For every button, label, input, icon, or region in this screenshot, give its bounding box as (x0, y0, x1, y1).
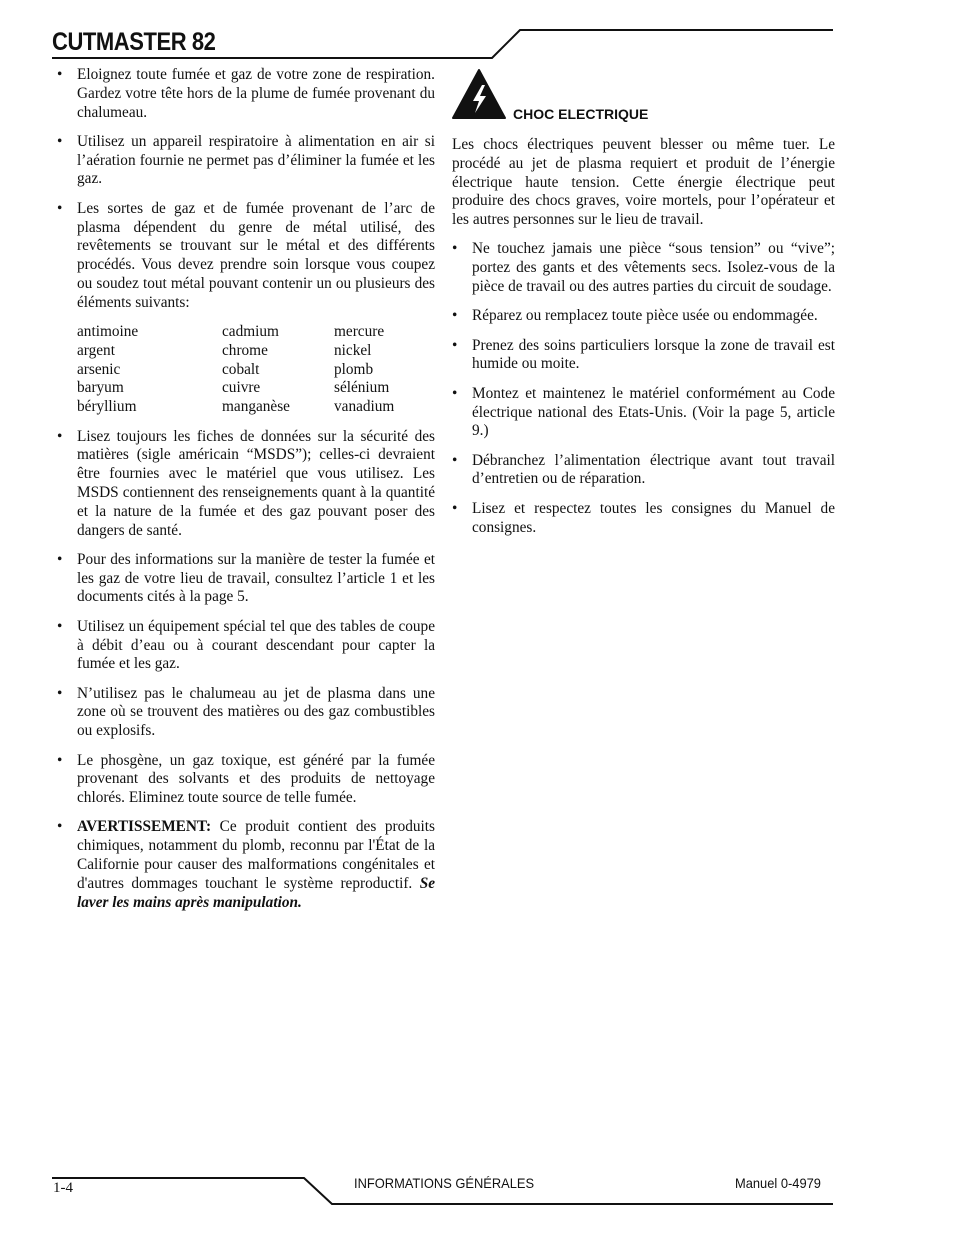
list-item-text: Ne touchez jamais une pièce “sous tension” ou “vive”; portez des gants et des vêtements secs. Isolez-vous de la pièce de travail ou des autres parties du circuit de soudage. (472, 240, 835, 296)
right-column (452, 136, 835, 548)
warning-item: • AVERTISSEMENT: Ce produit contient des produits chimiques, notamment du plomb, reconnu par l'État de la Californie pour causer des malformations congénitales et d'autres dommages touchant le système reproductif. Se laver les mains après manipulation. (57, 818, 435, 911)
left-column (57, 66, 435, 923)
metal-name: manganèse (222, 398, 290, 416)
list-item: • Ne touchez jamais une pièce “sous tension” ou “vive”; portez des gants et des vêtements secs. Isolez-vous de la pièce de travail ou des autres parties du circuit de soudage. (452, 240, 835, 296)
metal-name: baryum (77, 379, 124, 397)
warning-emphasis: Se laver les mains après manipulation. (77, 874, 435, 911)
list-item-text: Lisez et respectez toutes les consignes du Manuel de consignes. (472, 499, 835, 536)
list-item-text: Débranchez l’alimentation électrique avant tout travail d’entretien ou de réparation. (472, 451, 835, 488)
list-item-text: Eloignez toute fumée et gaz de votre zone de respiration. Gardez votre tête hors de la plume de fumée provenant du chalumeau. (77, 66, 435, 121)
metal-name: chrome (222, 341, 268, 359)
list-item: • Pour des informations sur la manière de tester la fumée et les gaz de votre lieu de travail, consultez l’article 1 et les documents cités à la page 5. (57, 550, 435, 606)
list-item-text: N’utilisez pas le chalumeau au jet de plasma dans une zone où se trouvent des matières ou des gaz combustibles ou explosifs. (77, 684, 435, 740)
metal-name: vanadium (334, 398, 395, 416)
list-item: • Utilisez un équipement spécial tel que des tables de coupe à débit d’eau ou à courant descendant pour capter la fumée et les gaz. (57, 617, 435, 673)
metal-name: argent (77, 341, 115, 359)
metal-name: cuivre (222, 379, 261, 397)
list-item-text: Utilisez un équipement spécial tel que des tables de coupe à débit d’eau ou à courant descendant pour capter la fumée et les gaz. (77, 617, 435, 673)
intro-paragraph: Les chocs électriques peuvent blesser ou même tuer. Le procédé au jet de plasma requiert et produit de l’énergie électrique haute tension. Cette énergie électrique peut produire des chocs graves, voire mortels, pour l’opérateur et les autres personnes sur le lieu de travail. (452, 136, 835, 229)
metal-name: sélénium (334, 379, 390, 397)
metal-name: mercure (334, 323, 385, 341)
list-item-text: Réparez ou remplacez toute pièce usée ou endommagée. (472, 307, 818, 325)
metal-name: plomb (334, 360, 374, 378)
metal-name: béryllium (77, 398, 137, 416)
list-item: • Montez et maintenez le matériel conformément au Code électrique national des Etats-Unis. (Voir la page 5, article 9.) (452, 384, 835, 440)
list-item-text: Le phosgène, un gaz toxique, est généré par la fumée provenant des solvants et des produits de nettoyage chlorés. Eliminez toute source de telle fumée. (77, 751, 435, 807)
electric-shock-warning-icon (451, 68, 507, 120)
list-item-text: Utilisez un appareil respiratoire à alimentation en air si l’aération fournie ne permet pas d’éliminer la fumée et les gaz. (77, 132, 435, 188)
metal-name: antimoine (77, 323, 139, 341)
page-number: 1-4 (53, 1180, 73, 1196)
metal-name: cobalt (222, 360, 260, 378)
list-item-text: Montez et maintenez le matériel conformément au Code électrique national des Etats-Unis. (Voir la page 5, article 9.) (472, 384, 835, 440)
list-item-text: Les sortes de gaz et de fumée provenant de l’arc de plasma dépendent du genre de métal utilisé, des revêtements se trouvant sur le métal et des différents procédés. Vous devez prendre soin lorsque vous coupez ou soudez tout métal pouvant contenir un ou plusieurs des éléments suivants: (77, 199, 435, 311)
bullet-list-after (57, 428, 435, 913)
list-item: • Réparez ou remplacez toute pièce usée ou endommagée. (452, 307, 818, 325)
list-item-text: Lisez toujours les fiches de données sur la sécurité des matières (sigle américain “MSDS”); celles-ci devraient être fournies avec le matériel que vous utilisez. Les MSDS contiennent des renseignements quant à la quantité et la nature de la fumée et des gaz pouvant poser des dangers de santé. (77, 427, 435, 539)
metal-name: cadmium (222, 323, 279, 341)
list-item: • Les sortes de gaz et de fumée provenant de l’arc de plasma dépendent du genre de métal utilisé, des revêtements se trouvant sur le métal et des différents procédés. Vous devez prendre soin lorsque vous coupez ou soudez tout métal pouvant contenir un ou plusieurs des éléments suivants: (57, 199, 435, 311)
list-item: • Lisez toujours les fiches de données sur la sécurité des matières (sigle américain “MSDS”); celles-ci devraient être fournies avec le matériel que vous utilisez. Les MSDS contiennent des renseignements quant à la quantité et la nature de la fumée et des gaz pouvant poser des dangers de santé. (57, 427, 435, 539)
list-item: • Le phosgène, un gaz toxique, est généré par la fumée provenant des solvants et des produits de nettoyage chlorés. Eliminez toute source de telle fumée. (57, 751, 435, 807)
list-item: • N’utilisez pas le chalumeau au jet de plasma dans une zone où se trouvent des matières ou des gaz combustibles ou explosifs. (57, 684, 435, 740)
metal-name: nickel (334, 341, 372, 359)
list-item-text: Prenez des soins particuliers lorsque la zone de travail est humide ou moite. (472, 336, 835, 373)
warning-text: Ce produit contient des produits chimiques, notamment du plomb, reconnu par l'État de la Californie pour causer des malformations congénitales et d'autres dommages touchant le système reproductif. (77, 818, 435, 892)
bullet-list-before (57, 66, 435, 313)
section-heading: CHOC ELECTRIQUE (513, 106, 649, 122)
list-item: • Utilisez un appareil respiratoire à alimentation en air si l’aération fournie ne permet pas d’éliminer la fumée et les gaz. (57, 132, 435, 188)
list-item: • Lisez et respectez toutes les consignes du Manuel de consignes. (452, 499, 835, 536)
metals-table (77, 323, 435, 417)
footer-section: INFORMATIONS GÉNÉRALES (354, 1175, 535, 1191)
footer-manual: Manuel 0-4979 (735, 1175, 821, 1191)
list-item: • Débranchez l’alimentation électrique avant tout travail d’entretien ou de réparation. (452, 451, 835, 488)
warning-label: AVERTISSEMENT: (77, 818, 212, 836)
list-item: • Prenez des soins particuliers lorsque la zone de travail est humide ou moite. (452, 336, 835, 373)
list-item-text: Pour des informations sur la manière de tester la fumée et les gaz de votre lieu de travail, consultez l’article 1 et les documents cités à la page 5. (77, 550, 435, 606)
list-item: • Eloignez toute fumée et gaz de votre zone de respiration. Gardez votre tête hors de la plume de fumée provenant du chalumeau. (57, 66, 435, 121)
document-title: CUTMASTER 82 (52, 28, 216, 56)
metal-name: arsenic (77, 360, 121, 378)
